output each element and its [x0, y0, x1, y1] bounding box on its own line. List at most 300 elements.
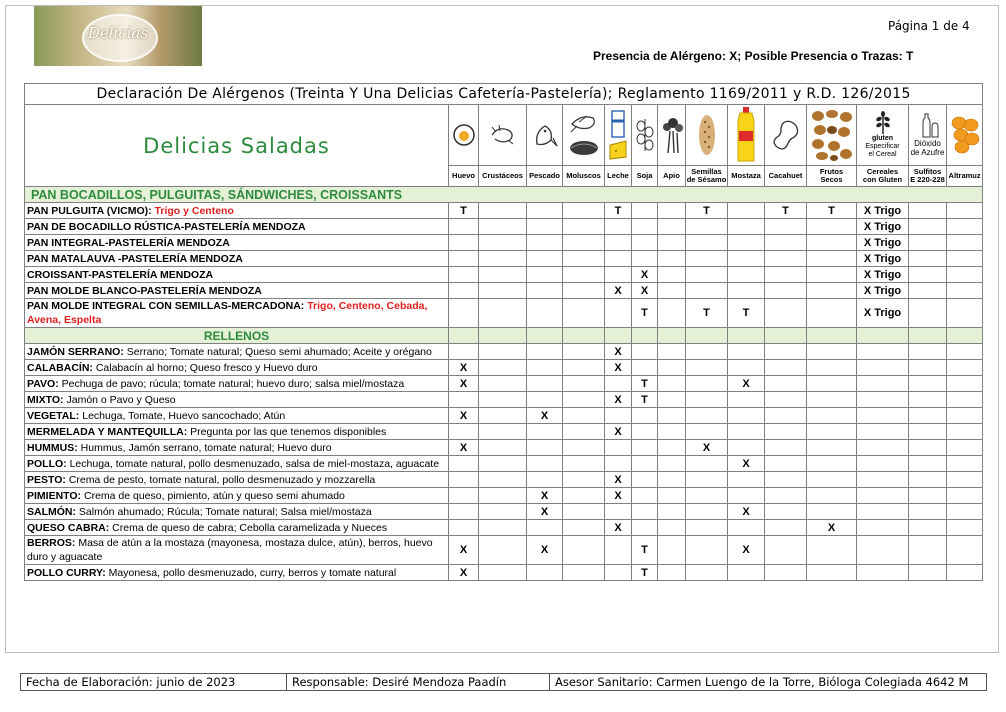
allergen-mark: [857, 504, 909, 520]
allergen-mark: [947, 267, 983, 283]
allergen-mark: [563, 251, 605, 267]
allergen-mark: [857, 520, 909, 536]
product-name: VEGETAL:: [27, 409, 83, 422]
allergen-mark: [807, 424, 857, 440]
product-cell: [25, 536, 449, 565]
allergen-mark: [947, 299, 983, 328]
category-filler-cell: [658, 328, 686, 344]
allergen-mark: [857, 392, 909, 408]
product-cell: [25, 520, 449, 536]
allergen-mark: [909, 376, 947, 392]
allergen-mark: [605, 456, 632, 472]
product-cell: [25, 488, 449, 504]
product-name: PAN MOLDE INTEGRAL CON SEMILLAS-MERCADONA:: [27, 300, 308, 312]
table-row: [25, 520, 983, 536]
allergen-mark: X: [449, 376, 479, 392]
allergen-mark: [658, 408, 686, 424]
allergen-mark: [605, 251, 632, 267]
allergen-mark: [563, 283, 605, 299]
category-filler-cell: [479, 328, 527, 344]
allergen-mark: [686, 424, 728, 440]
column-header-label: Leche: [607, 171, 629, 180]
product-cell: [25, 424, 449, 440]
category-filler-cell: [807, 328, 857, 344]
allergen-mark: [728, 344, 765, 360]
allergen-mark: [807, 344, 857, 360]
footer-table: [20, 673, 987, 691]
allergen-mark: X Trigo: [857, 251, 909, 267]
column-header-13: [947, 166, 983, 187]
allergen-mark: X Trigo: [857, 203, 909, 219]
gluten-icon: [857, 111, 908, 135]
column-header-10: [807, 166, 857, 187]
allergen-mark: [632, 456, 658, 472]
allergen-mark: [807, 440, 857, 456]
allergen-mark: [947, 520, 983, 536]
allergen-mark: [909, 520, 947, 536]
allergen-mark: [658, 344, 686, 360]
column-header-label: Mostaza: [731, 171, 761, 180]
allergen-mark: X Trigo: [857, 283, 909, 299]
allergen-mark: [765, 504, 807, 520]
allergen-mark: [686, 251, 728, 267]
allergen-mark: [527, 472, 563, 488]
allergen-mark: [807, 219, 857, 235]
allergen-mark: [728, 251, 765, 267]
allergen-mark: X Trigo: [857, 219, 909, 235]
product-cell: [25, 235, 449, 251]
allergen-mark: [479, 456, 527, 472]
allergen-mark: [947, 536, 983, 565]
product-cell: [25, 360, 449, 376]
allergen-mark: X: [449, 360, 479, 376]
allergen-mark: T: [632, 565, 658, 581]
column-header-0: [449, 166, 479, 187]
allergen-mark: [686, 344, 728, 360]
product-name: HUMMUS:: [27, 441, 81, 454]
allergen-mark: [632, 504, 658, 520]
allergen-mark: [449, 488, 479, 504]
allergen-mark: [479, 299, 527, 328]
allergen-mark: [728, 424, 765, 440]
allergen-mark: [632, 235, 658, 251]
column-header-sublabel: con Gluten: [862, 175, 903, 184]
allergen-mark: [563, 219, 605, 235]
allergen-mark: [857, 472, 909, 488]
column-header-label: Sulfitos: [913, 167, 942, 176]
allergen-mark: [686, 283, 728, 299]
table-row: [25, 251, 983, 267]
allergen-mark: [479, 267, 527, 283]
allergen-legend: Presencia de Alérgeno: X; Posible Presencia o Trazas: T: [593, 49, 914, 63]
allergen-mark: [947, 424, 983, 440]
allergen-mark: T: [765, 203, 807, 219]
nuts-icon: [807, 108, 856, 162]
allergen-mark: X: [632, 267, 658, 283]
allergen-mark: [686, 504, 728, 520]
allergen-mark: X: [449, 440, 479, 456]
table-row: [25, 472, 983, 488]
product-name: CALABACÍN:: [27, 361, 96, 374]
allergen-mark: [479, 235, 527, 251]
column-header-label: Frutos: [819, 167, 844, 176]
allergen-mark: [686, 376, 728, 392]
allergen-mark: [765, 299, 807, 328]
icon-cell-4: [605, 105, 632, 166]
product-name: QUESO CABRA:: [27, 521, 113, 534]
category-filler-cell: [728, 328, 765, 344]
allergen-mark: [605, 408, 632, 424]
allergen-mark: [765, 251, 807, 267]
product-description: Hummus, Jamón serrano, tomate natural; Huevo duro: [80, 441, 332, 454]
allergen-mark: [909, 283, 947, 299]
column-header-label: Cereales: [866, 167, 899, 176]
gluten-note-2: el Cereal: [868, 151, 897, 158]
allergen-mark: [909, 424, 947, 440]
product-description: Calabacín al horno; Queso fresco y Huevo duro: [95, 361, 318, 374]
product-cell: [25, 472, 449, 488]
allergen-mark: [909, 203, 947, 219]
allergen-mark: [728, 440, 765, 456]
allergen-mark: [728, 235, 765, 251]
product-cell: [25, 299, 449, 328]
product-description: Pregunta por las que tenemos disponibles: [190, 425, 387, 438]
allergen-mark: [728, 392, 765, 408]
footer-date: Fecha de Elaboración: junio de 2023: [21, 674, 287, 691]
sesame-icon: [686, 112, 727, 158]
allergen-mark: [632, 251, 658, 267]
table-row: [25, 456, 983, 472]
allergen-mark: [857, 408, 909, 424]
allergen-mark: [909, 488, 947, 504]
column-header-label: Crustáceos: [482, 171, 523, 180]
allergen-mark: [728, 360, 765, 376]
allergen-mark: [807, 536, 857, 565]
table-row: [25, 408, 983, 424]
allergen-mark: [765, 408, 807, 424]
allergen-mark: [563, 424, 605, 440]
table-row: [25, 536, 983, 565]
allergen-mark: [686, 520, 728, 536]
column-header-9: [765, 166, 807, 187]
allergen-mark: [449, 456, 479, 472]
product-description: Crema de queso, pimiento, atún y queso semi ahumado: [83, 489, 345, 502]
product-cell: [25, 504, 449, 520]
allergen-mark: T: [605, 203, 632, 219]
product-description: Mayonesa, pollo desmenuzado, curry, berros y tomate natural: [108, 566, 397, 579]
allergen-mark: [909, 472, 947, 488]
allergen-mark: [807, 235, 857, 251]
icon-cell-7: [686, 105, 728, 166]
column-header-sublabel: de Sésamo: [686, 175, 727, 184]
cereal-specification: Trigo, Centeno, Cebada, Avena, Espelta: [27, 300, 428, 326]
icon-cell-8: [728, 105, 765, 166]
category-filler-cell: [449, 328, 479, 344]
allergen-mark: [563, 376, 605, 392]
allergen-mark: X: [527, 536, 563, 565]
column-header-2: [527, 166, 563, 187]
icon-cell-6: [658, 105, 686, 166]
allergen-mark: [527, 424, 563, 440]
allergen-mark: [909, 251, 947, 267]
allergen-mark: [449, 472, 479, 488]
allergen-mark: T: [632, 376, 658, 392]
product-name: PIMIENTO:: [27, 489, 84, 502]
allergen-mark: [605, 504, 632, 520]
allergen-mark: X: [605, 488, 632, 504]
allergen-mark: [909, 219, 947, 235]
category-filler-cell: [563, 328, 605, 344]
icon-cell-12: [909, 105, 947, 166]
allergen-mark: [658, 456, 686, 472]
allergen-mark: [527, 376, 563, 392]
allergen-mark: [563, 440, 605, 456]
allergen-mark: [605, 376, 632, 392]
allergen-mark: [686, 392, 728, 408]
product-description: Crema de pesto, tomate natural, pollo desmenuzado y mozzarella: [68, 473, 376, 486]
allergen-mark: [527, 235, 563, 251]
allergen-mark: [658, 235, 686, 251]
allergen-mark: [449, 504, 479, 520]
product-name: PESTO:: [27, 473, 69, 486]
product-name: POLLO CURRY:: [27, 566, 109, 579]
allergen-mark: [909, 456, 947, 472]
allergen-mark: X: [728, 536, 765, 565]
allergen-mark: [947, 565, 983, 581]
allergen-mark: [479, 424, 527, 440]
column-header-label: Huevo: [452, 171, 475, 180]
column-header-label: Apio: [663, 171, 680, 180]
celery-icon: [658, 115, 685, 155]
product-description: Jamón o Pavo y Queso: [66, 393, 176, 406]
allergen-mark: [658, 520, 686, 536]
allergen-mark: [605, 299, 632, 328]
crustacean-icon: [479, 123, 526, 147]
allergen-mark: [765, 520, 807, 536]
allergen-mark: [449, 235, 479, 251]
allergen-mark: [449, 251, 479, 267]
allergen-mark: [765, 267, 807, 283]
allergen-mark: [479, 536, 527, 565]
column-header-label: Moluscos: [566, 171, 601, 180]
allergen-mark: [605, 565, 632, 581]
allergen-table: [24, 83, 983, 581]
product-cell: [25, 440, 449, 456]
allergen-mark: [807, 299, 857, 328]
product-cell: [25, 251, 449, 267]
allergen-mark: [605, 440, 632, 456]
allergen-mark: [909, 392, 947, 408]
gluten-word: gluten: [872, 135, 893, 142]
allergen-mark: [563, 488, 605, 504]
column-header-sublabel: Secos: [820, 175, 843, 184]
allergen-mark: [479, 472, 527, 488]
allergen-mark: [728, 219, 765, 235]
allergen-mark: X: [605, 472, 632, 488]
allergen-mark: [807, 376, 857, 392]
allergen-mark: [658, 504, 686, 520]
allergen-mark: [563, 235, 605, 251]
allergen-mark: [479, 203, 527, 219]
allergen-mark: [658, 251, 686, 267]
allergen-mark: [658, 299, 686, 328]
allergen-mark: [527, 299, 563, 328]
table-row: [25, 344, 983, 360]
allergen-mark: [947, 472, 983, 488]
allergen-mark: [728, 472, 765, 488]
allergen-mark: [658, 565, 686, 581]
allergen-mark: [658, 392, 686, 408]
allergen-mark: [857, 536, 909, 565]
product-description: Serrano; Tomate natural; Queso semi ahumado; Aceite y orégano: [126, 345, 432, 358]
allergen-mark: T: [807, 203, 857, 219]
allergen-mark: [807, 504, 857, 520]
logo-text: Delicias: [87, 24, 149, 42]
sulphite-icon: [909, 113, 946, 139]
icon-row: [25, 105, 983, 166]
icon-cell-5: [632, 105, 658, 166]
icon-cell-10: [807, 105, 857, 166]
product-name: MIXTO:: [27, 393, 67, 406]
icon-cell-9: [765, 105, 807, 166]
column-header-3: [563, 166, 605, 187]
sulphite-text-2: de Azufre: [910, 148, 945, 157]
allergen-mark: [527, 344, 563, 360]
icon-cell-11: [857, 105, 909, 166]
allergen-mark: [909, 360, 947, 376]
allergen-mark: T: [632, 299, 658, 328]
allergen-mark: [479, 344, 527, 360]
allergen-mark: [947, 440, 983, 456]
column-header-label: Cacahuet: [768, 171, 803, 180]
allergen-mark: [527, 203, 563, 219]
allergen-mark: X Trigo: [857, 267, 909, 283]
allergen-mark: [765, 424, 807, 440]
category-title: PAN BOCADILLOS, PULGUITAS, SÁNDWICHES, CROISSANTS: [25, 187, 983, 203]
allergen-mark: [947, 376, 983, 392]
table-title: Declaración De Alérgenos (Treinta Y Una Delicias Cafetería-Pastelería); Reglamento 1169/2011 y R.D. 126/2015: [25, 84, 983, 105]
allergen-mark: [728, 520, 765, 536]
title-row: [25, 84, 983, 105]
allergen-mark: [479, 440, 527, 456]
allergen-mark: [857, 360, 909, 376]
cereal-specification: Trigo y Centeno: [154, 204, 234, 217]
allergen-mark: [527, 392, 563, 408]
product-description: Salmón ahumado; Rúcula; Tomate natural; Salsa miel/mostaza: [78, 505, 372, 518]
allergen-mark: X: [605, 520, 632, 536]
category-filler-cell: [947, 328, 983, 344]
allergen-mark: T: [686, 203, 728, 219]
allergen-mark: [765, 283, 807, 299]
allergen-mark: [909, 440, 947, 456]
allergen-mark: [686, 267, 728, 283]
allergen-mark: [765, 472, 807, 488]
allergen-mark: X: [605, 344, 632, 360]
allergen-mark: [658, 219, 686, 235]
column-header-label: Altramuz: [948, 171, 981, 180]
allergen-mark: [947, 344, 983, 360]
product-cell: [25, 344, 449, 360]
product-description: Lechuga, tomate natural, pollo desmenuzado, salsa de miel-mostaza, aguacate: [69, 457, 440, 470]
table-row: [25, 219, 983, 235]
table-row: [25, 267, 983, 283]
column-header-sublabel: E 220-228: [910, 175, 945, 184]
column-header-label: Pescado: [529, 171, 560, 180]
allergen-mark: [527, 267, 563, 283]
product-cell: [25, 219, 449, 235]
allergen-mark: [807, 565, 857, 581]
allergen-mark: [479, 283, 527, 299]
allergen-mark: [449, 219, 479, 235]
column-header-7: [686, 166, 728, 187]
allergen-mark: [563, 299, 605, 328]
allergen-mark: X: [632, 283, 658, 299]
allergen-mark: [479, 251, 527, 267]
product-description: Crema de queso de cabra; Cebolla caramelizada y Nueces: [112, 521, 388, 534]
allergen-mark: [449, 392, 479, 408]
allergen-mark: [765, 565, 807, 581]
category-row: [25, 328, 983, 344]
allergen-mark: [807, 267, 857, 283]
allergen-mark: X: [807, 520, 857, 536]
allergen-mark: [449, 344, 479, 360]
mustard-icon: [728, 107, 764, 163]
icon-cell-0: [449, 105, 479, 166]
allergen-mark: [658, 472, 686, 488]
allergen-mark: X: [686, 440, 728, 456]
allergen-mark: [563, 360, 605, 376]
product-name: PAVO:: [27, 377, 62, 390]
allergen-mark: [658, 283, 686, 299]
allergen-mark: [632, 219, 658, 235]
allergen-mark: [765, 536, 807, 565]
allergen-mark: [947, 488, 983, 504]
allergen-mark: [909, 267, 947, 283]
product-name: PAN DE BOCADILLO RÚSTICA-PASTELERÍA MENDOZA: [27, 220, 306, 233]
allergen-mark: [686, 565, 728, 581]
table-row: [25, 360, 983, 376]
allergen-mark: [947, 504, 983, 520]
allergen-mark: [857, 376, 909, 392]
allergen-mark: [527, 219, 563, 235]
category-title: RELLENOS: [25, 328, 449, 344]
allergen-mark: [686, 472, 728, 488]
allergen-mark: [632, 344, 658, 360]
category-filler-cell: [686, 328, 728, 344]
product-name: SALMÓN:: [27, 505, 79, 518]
product-cell: [25, 203, 449, 219]
allergen-mark: [527, 565, 563, 581]
allergen-mark: [527, 360, 563, 376]
allergen-mark: [947, 456, 983, 472]
allergen-mark: X: [449, 565, 479, 581]
allergen-mark: [658, 440, 686, 456]
table-row: [25, 376, 983, 392]
allergen-mark: X: [605, 424, 632, 440]
allergen-mark: [686, 536, 728, 565]
allergen-mark: X: [605, 360, 632, 376]
allergen-mark: [479, 360, 527, 376]
allergen-mark: [947, 360, 983, 376]
allergen-mark: [909, 408, 947, 424]
allergen-mark: [658, 203, 686, 219]
allergen-mark: [765, 344, 807, 360]
allergen-mark: [563, 536, 605, 565]
product-name: PAN MOLDE BLANCO-PASTELERÍA MENDOZA: [27, 284, 262, 297]
table-row: [25, 440, 983, 456]
category-row: [25, 187, 983, 203]
allergen-mark: [728, 283, 765, 299]
